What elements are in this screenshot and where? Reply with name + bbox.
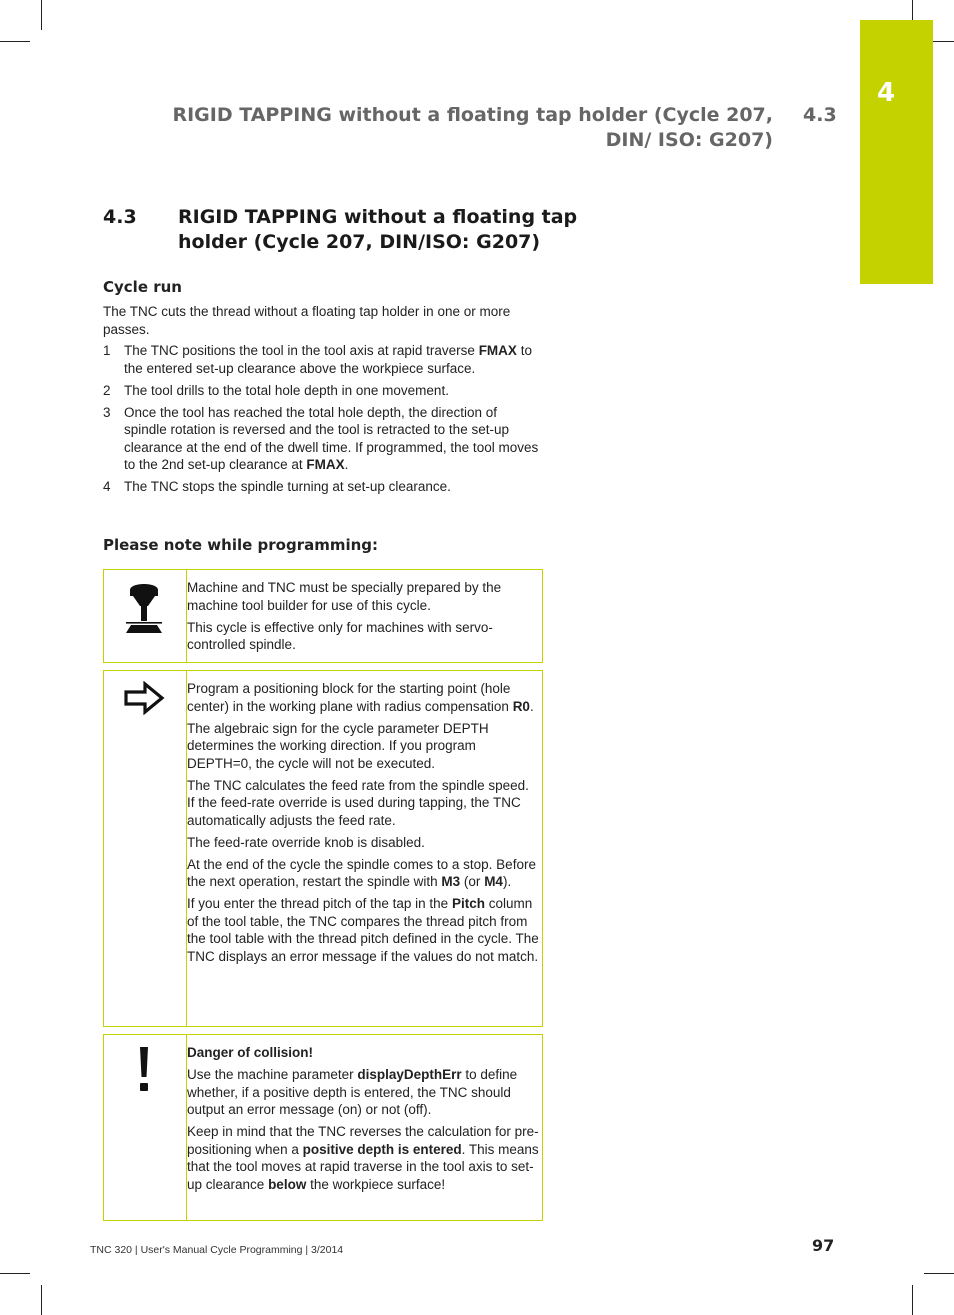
arrow-right-icon <box>118 681 170 715</box>
crop-mark <box>0 41 30 42</box>
crop-mark <box>41 0 42 30</box>
list-item <box>103 404 543 474</box>
machine-note-box <box>103 569 543 663</box>
crop-mark <box>924 1273 954 1274</box>
cycle-run-heading: Cycle run <box>103 278 182 296</box>
step-text: The TNC positions the tool in the tool axis at rapid traverse <box>124 343 479 358</box>
cycle-run-intro: The TNC cuts the thread without a floating tap holder in one or more passes. <box>103 304 511 337</box>
exclamation-icon <box>118 1047 170 1093</box>
page-number: 97 <box>812 1236 835 1255</box>
running-header-title: RIGID TAPPING without a floating tap holder (Cycle 207, DIN/ ISO: G207) <box>172 104 773 151</box>
note-paragraph: The feed-rate override knob is disabled. <box>187 834 425 850</box>
note-paragraph: This cycle is effective only for machines with servo-controlled spindle. <box>187 619 493 652</box>
step-keyword: FMAX <box>478 343 517 358</box>
machine-note-content <box>187 579 539 658</box>
list-item <box>103 478 543 496</box>
note-paragraph: Program a positioning block for the starting point (hole center) in the working plane with radius compensation R0. <box>187 681 534 714</box>
step-text: to the entered set-up clearance above the workpiece surface. <box>124 343 532 376</box>
keyword-r0: R0 <box>512 698 530 714</box>
crop-mark <box>41 1285 42 1315</box>
warning-note-box <box>103 1034 543 1221</box>
machine-icon <box>118 580 170 636</box>
keyword-below: below <box>268 1176 307 1192</box>
keyword-positive-depth: positive depth is entered <box>302 1141 462 1157</box>
step-number: 1 <box>103 343 111 358</box>
warning-title: Danger of collision! <box>187 1045 314 1060</box>
step-number: 3 <box>103 404 111 420</box>
step-keyword: FMAX <box>306 457 345 472</box>
step-text: The TNC stops the spindle turning at set-up clearance. <box>124 479 451 494</box>
note-paragraph: Machine and TNC must be specially prepared by the machine tool builder for use of this cycle. <box>187 580 502 613</box>
crop-mark <box>912 1285 913 1315</box>
keyword-m3: M3 <box>441 874 461 889</box>
warning-note-content <box>187 1044 539 1198</box>
notes-heading: Please note while programming: <box>103 536 379 554</box>
cycle-steps-list <box>103 342 543 500</box>
note-paragraph: At the end of the cycle the spindle comes to a stop. Before the next operation, restart the spindle with M3 (or M4). <box>187 856 536 889</box>
note-paragraph: Use the machine parameter displayDepthErr to define whether, if a positive depth is entered, the TNC should output an error message (on) or not (off). <box>187 1067 518 1117</box>
step-text: The tool drills to the total hole depth in one movement. <box>124 382 449 398</box>
footer-text: TNC 320 | User's Manual Cycle Programming | 3/2014 <box>90 1244 344 1256</box>
step-number: 4 <box>103 479 111 494</box>
note-paragraph: If you enter the thread pitch of the tap in the Pitch column of the tool table, the TNC compares the thread pitch from the tool table with the thread pitch defined in the cycle. The TNC displays an error message if the values do not match. <box>187 896 539 964</box>
list-item <box>103 382 543 400</box>
step-text: Once the tool has reached the total hole depth, the direction of spindle rotation is reversed and the tool is retracted to the set-up clearance at the end of the dwell time. If programmed, the tool moves to the 2nd set-up clearance at <box>124 404 539 472</box>
keyword-pitch: Pitch <box>451 896 485 911</box>
chapter-number: 4 <box>876 78 896 108</box>
note-paragraph: The algebraic sign for the cycle parameter DEPTH determines the working direction. If you program DEPTH=0, the cycle will not be executed. <box>187 720 489 771</box>
tip-note-content <box>187 680 539 970</box>
crop-mark <box>0 1273 30 1274</box>
keyword-m4: M4 <box>484 874 503 889</box>
section-title: RIGID TAPPING without a floating tap holder (Cycle 207, DIN/ISO: G207) <box>178 206 578 253</box>
note-paragraph: Keep in mind that the TNC reverses the calculation for pre-positioning when a positive depth is entered. This means that the tool moves at rapid traverse in the tool axis to set-up clearance below the workpiece surface! <box>187 1124 539 1192</box>
section-number: 4.3 <box>103 206 137 228</box>
note-paragraph: The TNC calculates the feed rate from the spindle speed. If the feed-rate override is used during tapping, the TNC automatically adjusts the feed rate. <box>187 777 529 828</box>
tip-note-box <box>103 670 543 1027</box>
step-text: . <box>344 457 349 472</box>
chapter-tab <box>860 20 933 284</box>
step-number: 2 <box>103 382 111 398</box>
keyword-parameter: displayDepthErr <box>357 1067 462 1082</box>
running-header-section-number: 4.3 <box>803 104 837 126</box>
list-item <box>103 342 543 377</box>
